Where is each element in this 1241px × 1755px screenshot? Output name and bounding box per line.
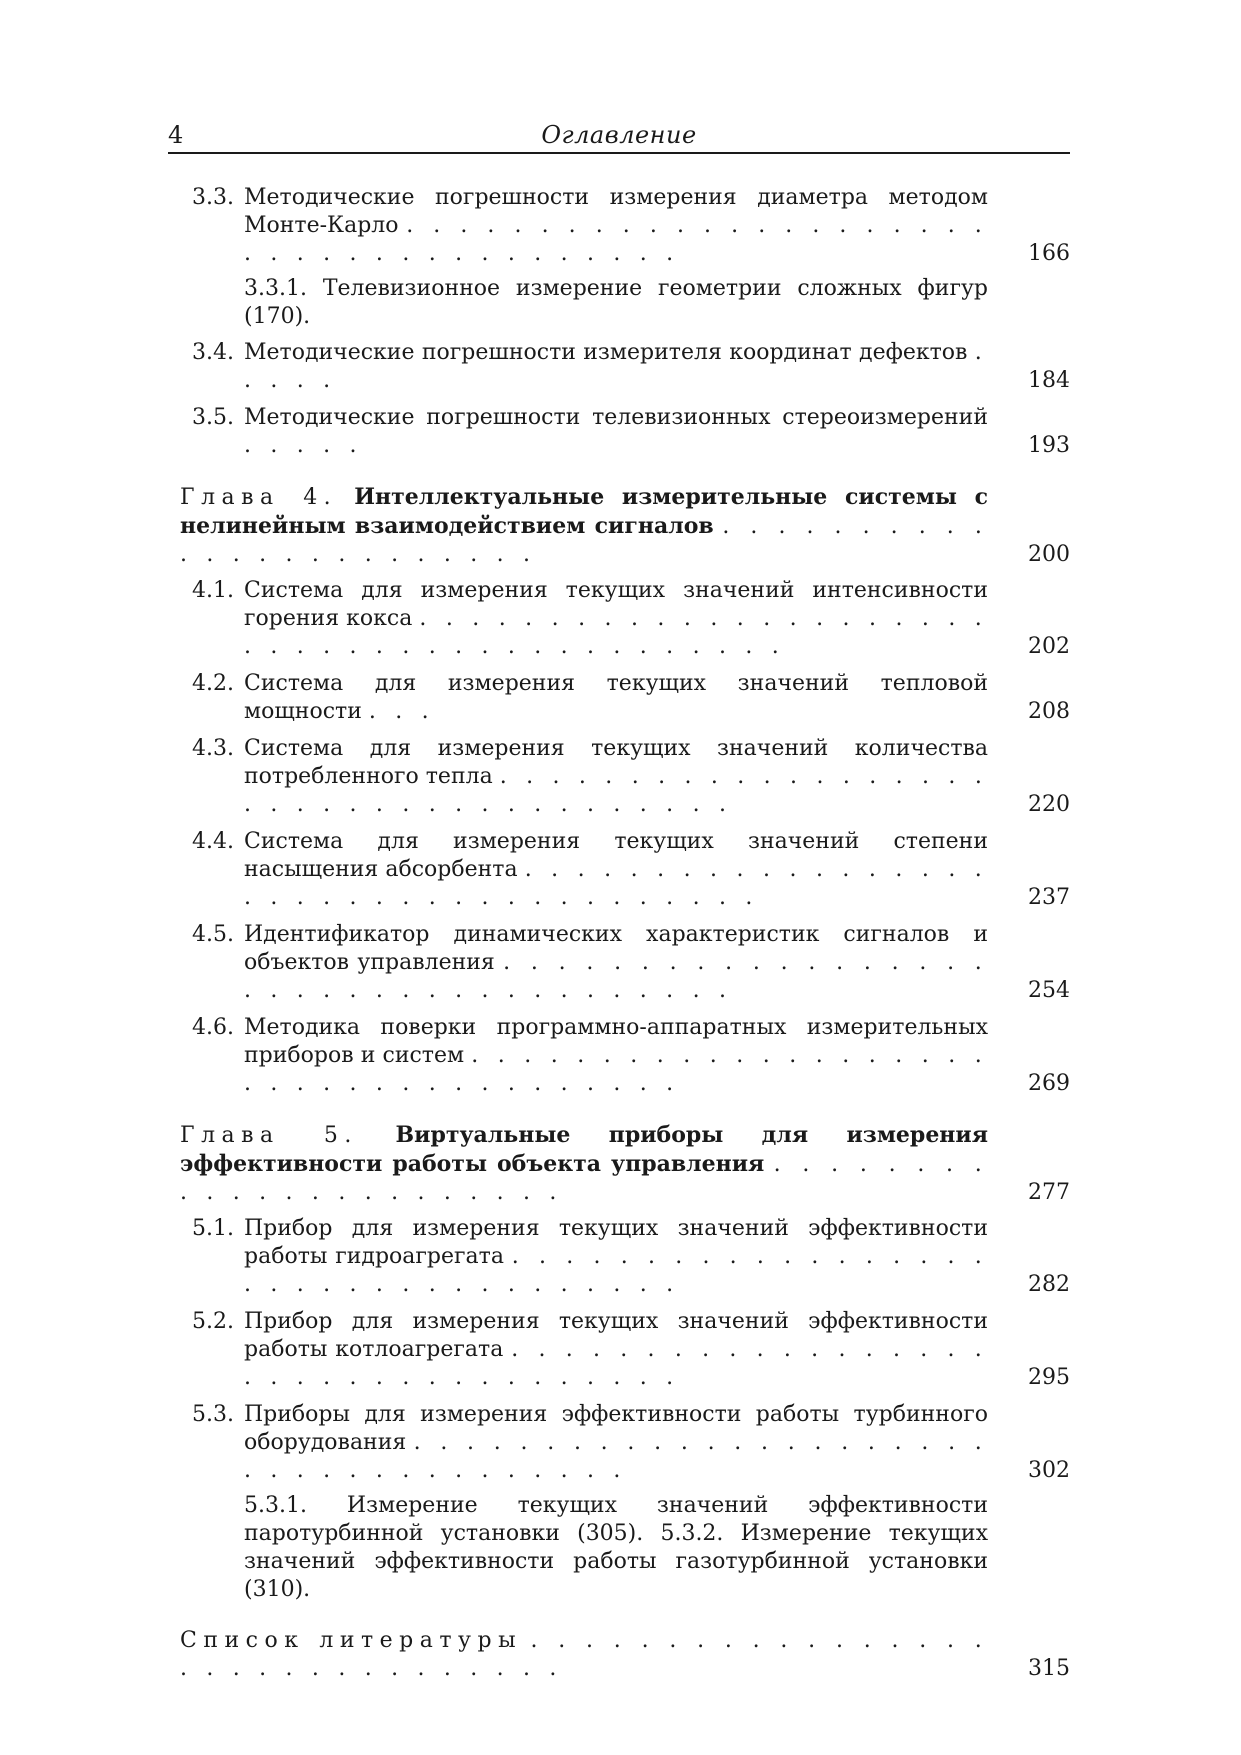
section-title: Приборы для измерения эффективности работы турбинного оборудования (244, 1402, 988, 1455)
section-number: 3.4. (192, 340, 234, 365)
entry-page-number: 193 (1028, 433, 1070, 458)
table-of-contents (168, 184, 1070, 1683)
entry-title-block (244, 577, 1008, 661)
chapter-label: Список литературы (180, 1628, 523, 1653)
leader-dots: . . . . . . . . . . . . . . . . . . . . . . . . . . . . . . . . . . . . . . (244, 857, 989, 910)
section-number: 4.6. (192, 1015, 234, 1040)
leader-dots: . . . . . (244, 433, 363, 458)
leader-dots: . . . . . (244, 340, 988, 393)
entry-title-block (244, 1308, 1008, 1392)
toc-section-entry[interactable] (192, 1215, 1070, 1299)
entry-title-block (244, 828, 1008, 912)
section-title: Методические погрешности телевизионных стереоизмерений (244, 405, 988, 430)
entry-title-block (180, 483, 1008, 569)
entry-page-number: 315 (1028, 1656, 1070, 1681)
book-page (168, 118, 1070, 1691)
chapter-label: Глава 5. (180, 1123, 358, 1148)
toc-section-entry[interactable] (192, 735, 1070, 819)
entry-page-number: 166 (1028, 241, 1070, 266)
leader-dots: . . . . . . . . . . . . . . . . . . . . . . . . . . . . . . . . (180, 1628, 988, 1681)
section-number: 4.3. (192, 736, 234, 761)
toc-section-entry[interactable] (192, 1014, 1070, 1098)
leader-dots: . . . . . . . . . . . . . . . . . . . . . . . . . . . . . . . . . . . . . . (244, 764, 989, 817)
section-title: Система для измерения текущих значений тепловой мощности (244, 671, 988, 724)
page-number: 4 (168, 121, 184, 149)
entry-page-number: 220 (1028, 792, 1070, 817)
toc-chapter-entry[interactable] (168, 483, 1070, 569)
leader-dots: . . . (368, 699, 435, 724)
entry-title-block (244, 184, 1008, 268)
section-number: 4.1. (192, 578, 234, 603)
section-number: 4.5. (192, 922, 234, 947)
leader-dots: . . . . . . . . . . . . . . . . . . . . . . . . . . . . . . . . . . . . . . . . . . . (244, 606, 988, 659)
toc-subsections: 5.3.1. Измерение текущих значений эффективности паротурбинной установки (305). 5.3.2. Измерение текущих значений эффективности работы газотурбинной установки (310). (244, 1493, 988, 1602)
entry-title-block (244, 404, 1008, 460)
leader-dots: . . . . . . . . . . . . . . . . . . . . . . . . (180, 514, 989, 567)
entry-page-number: 295 (1028, 1365, 1070, 1390)
running-header (168, 118, 1070, 154)
leader-dots: . . . . . . . . . . . . . . . . . . . . . . . . . . . . . . . . . . . (244, 1244, 988, 1297)
toc-section-entry[interactable] (192, 670, 1070, 726)
entry-title-block (244, 1014, 1008, 1098)
toc-section-entry[interactable] (192, 1401, 1070, 1485)
section-number: 3.3. (192, 185, 234, 210)
entry-page-number: 254 (1028, 978, 1070, 1003)
section-title: Методические погрешности измерения диаметра методом Монте-Карло (244, 185, 988, 238)
toc-section-entry[interactable] (192, 404, 1070, 460)
entry-page-number: 282 (1028, 1272, 1070, 1297)
section-number: 4.2. (192, 671, 234, 696)
entry-title-block (244, 1401, 1008, 1485)
entry-title-block (244, 1215, 1008, 1299)
entry-page-number: 200 (1028, 542, 1070, 567)
chapter-title: Виртуальные приборы для измерения эффективности работы объекта управления (180, 1122, 988, 1177)
section-title: Методика поверки программно-аппаратных измерительных приборов и систем (244, 1015, 988, 1068)
toc-section-entry[interactable] (192, 577, 1070, 661)
toc-chapter-entry[interactable] (168, 1121, 1070, 1207)
leader-dots: . . . . . . . . . . . . . . . . . . . . . . . (180, 1152, 988, 1205)
section-number: 5.3. (192, 1402, 234, 1427)
entry-title-block (244, 921, 1008, 1005)
entry-page-number: 302 (1028, 1458, 1070, 1483)
section-title: Система для измерения текущих значений количества потребленного тепла (244, 736, 988, 789)
entry-page-number: 277 (1028, 1180, 1070, 1205)
entry-title-block (244, 670, 1008, 726)
entry-page-number: 269 (1028, 1071, 1070, 1096)
section-title: Методические погрешности измерителя координат дефектов (244, 340, 968, 365)
toc-section-entry[interactable] (192, 339, 1070, 395)
section-number: 5.1. (192, 1216, 234, 1241)
section-title: Система для измерения текущих значений степени насыщения абсорбента (244, 829, 988, 882)
entry-title-block (180, 1121, 1008, 1207)
entry-title-block (180, 1627, 1008, 1683)
leader-dots: . . . . . . . . . . . . . . . . . . . . . . . . . . . . . . . . . . . (244, 1337, 988, 1390)
section-number: 3.5. (192, 405, 234, 430)
toc-section-entry[interactable] (192, 184, 1070, 268)
toc-section-entry[interactable] (192, 921, 1070, 1005)
toc-chapter-entry[interactable] (168, 1627, 1070, 1683)
chapter-label: Глава 4. (180, 485, 338, 510)
entry-page-number: 237 (1028, 885, 1070, 910)
section-title: Система для измерения текущих значений интенсивности горения кокса (244, 578, 988, 631)
section-number: 4.4. (192, 829, 234, 854)
entry-page-number: 202 (1028, 634, 1070, 659)
section-title: Прибор для измерения текущих значений эффективности работы котлоагрегата (244, 1309, 988, 1362)
leader-dots: . . . . . . . . . . . . . . . . . . . . . . . . . . . . . . . . . . . . . (244, 950, 988, 1003)
leader-dots: . . . . . . . . . . . . . . . . . . . . . . . . . . . . . . . . . . . . . (244, 1430, 988, 1483)
section-number: 5.2. (192, 1309, 234, 1334)
toc-section-entry[interactable] (192, 828, 1070, 912)
chapter-title: Интеллектуальные измерительные системы с нелинейным взаимодействием сигналов (180, 484, 988, 539)
entry-title-block (244, 339, 1008, 395)
leader-dots: . . . . . . . . . . . . . . . . . . . . . . . . . . . . . . . . . . . . . (244, 1043, 988, 1096)
entry-page-number: 208 (1028, 699, 1070, 724)
section-title: Прибор для измерения текущих значений эффективности работы гидроагрегата (244, 1216, 988, 1269)
entry-page-number: 184 (1028, 368, 1070, 393)
toc-subsections: 3.3.1. Телевизионное измерение геометрии сложных фигур (170). (244, 276, 988, 329)
toc-section-entry[interactable] (192, 1308, 1070, 1392)
running-title: Оглавление (541, 121, 697, 149)
leader-dots: . . . . . . . . . . . . . . . . . . . . . . . . . . . . . . . . . . . . . . . (244, 213, 988, 266)
section-title: Идентификатор динамических характеристик сигналов и объектов управления (244, 922, 988, 975)
entry-title-block (244, 735, 1008, 819)
